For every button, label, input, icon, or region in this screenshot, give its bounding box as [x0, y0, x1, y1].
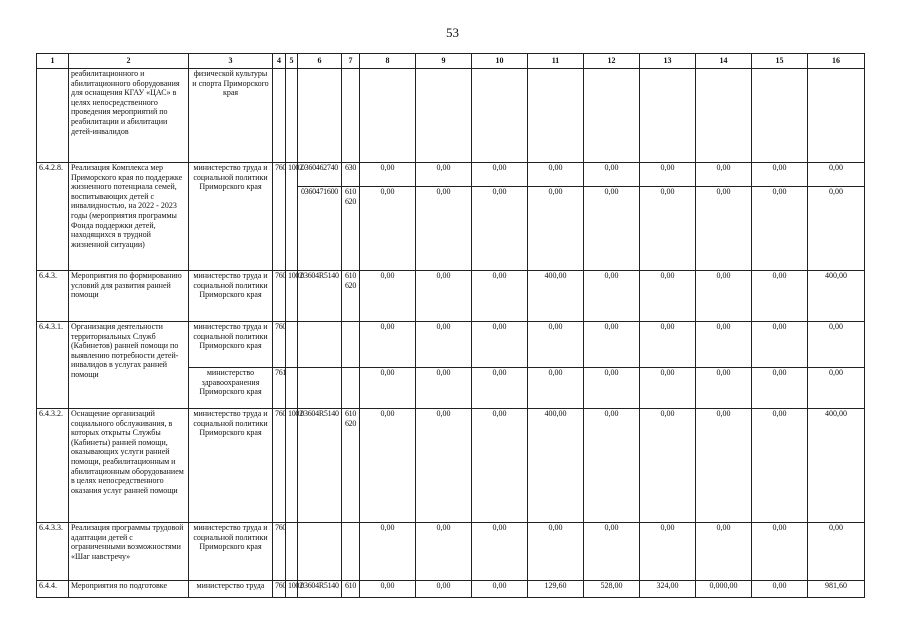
cell-name: Мероприятия по формированию условий для развития ранней помощи	[69, 271, 189, 322]
cell-expense-type	[342, 368, 360, 409]
cell-value: 0,00	[472, 581, 528, 598]
cell-value	[696, 69, 752, 163]
cell-value: 400,00	[808, 271, 865, 322]
cell-value: 0,00	[416, 322, 472, 368]
cell-value: 0,00	[808, 187, 865, 271]
cell-name: Оснащение организаций социального обслуживания, в которых открыты Службы (Кабинеты) ранней помощи, оказывающих услуги ранней помощи, реабилитационным и абилитационным оборудованием в целях непосредственного оказания услуг ранней помощи	[69, 409, 189, 523]
cell-value: 0,00	[360, 322, 416, 368]
cell-executor: физической культуры и спорта Приморского края	[189, 69, 273, 163]
cell-value: 0,00	[752, 163, 808, 187]
cell-value: 0,00	[696, 368, 752, 409]
cell-section	[286, 69, 298, 163]
header-cell: 4	[273, 54, 286, 69]
cell-index: 6.4.3.2.	[37, 409, 69, 523]
cell-section	[286, 523, 298, 581]
cell-value: 0,00	[752, 368, 808, 409]
cell-value: 0,00	[584, 523, 640, 581]
cell-value: 129,60	[528, 581, 584, 598]
cell-value: 0,00	[584, 409, 640, 523]
cell-value: 0,00	[416, 409, 472, 523]
cell-target: 03604R5140	[298, 581, 342, 598]
cell-value: 0,00	[584, 187, 640, 271]
cell-value: 0,00	[752, 581, 808, 598]
cell-grbs: 760	[273, 409, 286, 523]
cell-index: 6.4.2.8.	[37, 163, 69, 271]
cell-executor: министерство труда и социальной политики Приморского края	[189, 409, 273, 523]
cell-value: 0,00	[360, 581, 416, 598]
cell-value: 0,00	[696, 163, 752, 187]
cell-value: 0,00	[752, 409, 808, 523]
header-cell: 9	[416, 54, 472, 69]
table-row	[37, 163, 865, 187]
cell-target	[298, 368, 342, 409]
cell-section	[286, 322, 298, 368]
cell-value	[640, 69, 696, 163]
cell-value: 0,00	[472, 523, 528, 581]
header-row	[37, 54, 865, 69]
cell-name: реабилитационного и абилитационного оборудования для оснащения КГАУ «ЦАС» в целях непосредственного проведения мероприятий по реабилитации и абилитации детей-инвалидов	[69, 69, 189, 163]
header-cell: 2	[69, 54, 189, 69]
cell-target: 03604R5140	[298, 271, 342, 322]
header-cell: 13	[640, 54, 696, 69]
cell-value: 0,00	[416, 523, 472, 581]
cell-target: 0360462740	[298, 163, 342, 187]
cell-section	[286, 368, 298, 409]
cell-index: 6.4.3.3.	[37, 523, 69, 581]
cell-grbs: 760	[273, 163, 286, 271]
cell-value: 0,00	[752, 523, 808, 581]
cell-value: 0,00	[472, 409, 528, 523]
cell-value	[360, 69, 416, 163]
header-cell: 11	[528, 54, 584, 69]
cell-value: 0,00	[528, 322, 584, 368]
cell-name: Реализация Комплекса мер Приморского края по поддержке жизненного потенциала семей, воспитывающих детей с инвалидностью, на 2022 - 2023 годы (мероприятия программы Фонда поддержки детей, находящихся в трудной жизненной ситуации)	[69, 163, 189, 271]
cell-value: 0,00	[752, 187, 808, 271]
cell-executor: министерство труда и социальной политики Приморского края	[189, 322, 273, 368]
cell-value: 0,00	[752, 271, 808, 322]
cell-grbs: 760	[273, 581, 286, 598]
cell-value: 0,00	[584, 271, 640, 322]
table-row	[37, 409, 865, 523]
table-row	[37, 581, 865, 598]
cell-value: 324,00	[640, 581, 696, 598]
cell-index: 6.4.3.	[37, 271, 69, 322]
cell-value: 0,00	[584, 368, 640, 409]
cell-value: 0,00	[472, 322, 528, 368]
cell-expense-type	[342, 322, 360, 368]
cell-expense-type	[342, 523, 360, 581]
cell-value: 0,00	[696, 523, 752, 581]
cell-value: 0,00	[528, 368, 584, 409]
cell-expense-type: 610 620	[342, 409, 360, 523]
cell-grbs: 760	[273, 523, 286, 581]
cell-value: 0,00	[528, 163, 584, 187]
cell-value: 0,000,00	[696, 581, 752, 598]
cell-value: 0,00	[528, 523, 584, 581]
cell-value: 0,00	[584, 322, 640, 368]
cell-value: 0,00	[472, 187, 528, 271]
cell-value: 0,00	[640, 368, 696, 409]
cell-target	[298, 322, 342, 368]
cell-target	[298, 523, 342, 581]
cell-value: 0,00	[416, 581, 472, 598]
cell-value: 0,00	[416, 163, 472, 187]
cell-value: 0,00	[640, 163, 696, 187]
cell-value: 981,60	[808, 581, 865, 598]
cell-index: 6.4.3.1.	[37, 322, 69, 409]
cell-value: 0,00	[360, 163, 416, 187]
cell-target: 03604R5140	[298, 409, 342, 523]
cell-value: 400,00	[528, 409, 584, 523]
cell-index: 6.4.4.	[37, 581, 69, 598]
cell-value: 0,00	[696, 187, 752, 271]
cell-value: 0,00	[360, 523, 416, 581]
header-cell: 8	[360, 54, 416, 69]
header-cell: 3	[189, 54, 273, 69]
cell-executor: министерство труда	[189, 581, 273, 598]
cell-value: 0,00	[416, 368, 472, 409]
cell-value	[472, 69, 528, 163]
cell-index	[37, 69, 69, 163]
cell-grbs: 761	[273, 368, 286, 409]
cell-expense-type: 610 620	[342, 187, 360, 271]
cell-value: 400,00	[528, 271, 584, 322]
cell-value: 0,00	[472, 163, 528, 187]
cell-value: 0,00	[808, 322, 865, 368]
cell-value: 0,00	[640, 409, 696, 523]
cell-grbs: 760	[273, 271, 286, 322]
header-cell: 15	[752, 54, 808, 69]
cell-expense-type: 610 620	[342, 271, 360, 322]
cell-section: 1002	[286, 163, 298, 271]
page-number: 53	[446, 25, 459, 40]
header-cell: 5	[286, 54, 298, 69]
cell-expense-type: 610	[342, 581, 360, 598]
cell-expense-type: 630	[342, 163, 360, 187]
cell-value: 0,00	[808, 163, 865, 187]
cell-name: Организация деятельности территориальных Служб (Кабинетов) ранней помощи по выявлению потребности детей-инвалидов в услугах ранней помощи	[69, 322, 189, 409]
table-row	[37, 322, 865, 368]
cell-value	[808, 69, 865, 163]
cell-value: 0,00	[360, 409, 416, 523]
cell-section: 1002	[286, 581, 298, 598]
cell-value: 0,00	[472, 368, 528, 409]
cell-section: 1002	[286, 409, 298, 523]
cell-value: 0,00	[808, 368, 865, 409]
cell-executor: министерство труда и социальной политики Приморского края	[189, 523, 273, 581]
cell-value: 0,00	[416, 187, 472, 271]
cell-value	[416, 69, 472, 163]
header-cell: 10	[472, 54, 528, 69]
cell-target	[298, 69, 342, 163]
cell-value: 0,00	[752, 322, 808, 368]
header-cell: 6	[298, 54, 342, 69]
cell-value: 0,00	[640, 187, 696, 271]
cell-value	[528, 69, 584, 163]
cell-value: 0,00	[360, 368, 416, 409]
cell-executor: министерство труда и социальной политики Приморского края	[189, 163, 273, 271]
cell-value: 400,00	[808, 409, 865, 523]
cell-grbs: 760	[273, 322, 286, 368]
cell-value: 0,00	[696, 322, 752, 368]
cell-value: 528,00	[584, 581, 640, 598]
cell-value: 0,00	[416, 271, 472, 322]
table-row	[37, 69, 865, 163]
cell-name: Реализация программы трудовой адаптации детей с ограниченными возможностями «Шаг навстречу»	[69, 523, 189, 581]
cell-name: Мероприятия по подготовке	[69, 581, 189, 598]
cell-value: 0,00	[528, 187, 584, 271]
budget-table	[36, 53, 865, 598]
cell-value	[584, 69, 640, 163]
cell-target: 0360471600	[298, 187, 342, 271]
cell-value: 0,00	[808, 523, 865, 581]
header-cell: 16	[808, 54, 865, 69]
cell-value: 0,00	[360, 187, 416, 271]
table-row	[37, 271, 865, 322]
header-cell: 1	[37, 54, 69, 69]
cell-value: 0,00	[696, 409, 752, 523]
cell-executor: министерство труда и социальной политики Приморского края	[189, 271, 273, 322]
cell-value: 0,00	[640, 322, 696, 368]
header-cell: 12	[584, 54, 640, 69]
cell-executor: министерство здравоохранения Приморского края	[189, 368, 273, 409]
table-row	[37, 523, 865, 581]
cell-value	[752, 69, 808, 163]
cell-value: 0,00	[360, 271, 416, 322]
cell-value: 0,00	[584, 163, 640, 187]
cell-expense-type	[342, 69, 360, 163]
header-cell: 7	[342, 54, 360, 69]
header-cell: 14	[696, 54, 752, 69]
cell-value: 0,00	[472, 271, 528, 322]
cell-value: 0,00	[696, 271, 752, 322]
cell-value: 0,00	[640, 271, 696, 322]
cell-value: 0,00	[640, 523, 696, 581]
cell-section: 1002	[286, 271, 298, 322]
cell-grbs	[273, 69, 286, 163]
